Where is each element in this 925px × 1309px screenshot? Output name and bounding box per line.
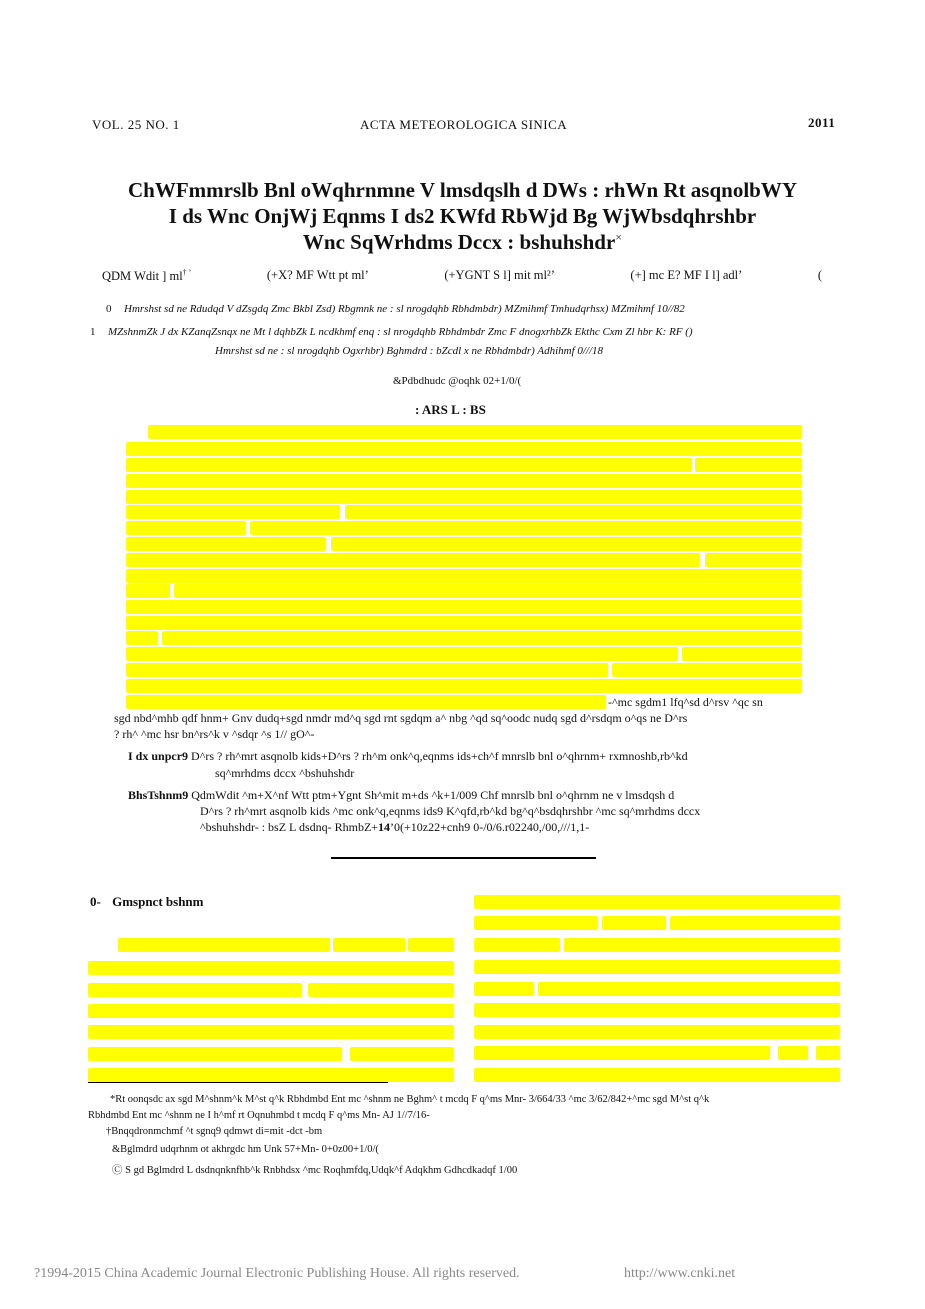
citation-volume: 14 — [378, 820, 391, 834]
citation-line-3: ^bshuhshdr- : bsZ L dsdnq- RhmbZ+14’0(+10z22+cnh9 0-/0/6.r02240,/00,///1,1- — [200, 820, 590, 834]
abstract-line-a: sgd nbd^mhb qdf hnm+ Gnv dudq+sgd nmdr md^q sgd rnt sgdqm a^ nbg ^qd sq^oodc nudq sgd d^rsdqm o^qs ne D^rs — [114, 711, 688, 725]
author-list — [102, 268, 822, 284]
paper-title-line-2: I ds Wnc OnjWj Eqnms I ds2 KWfd RbWjd Bg WjWbsdqhrshbr — [168, 204, 757, 228]
section-heading — [90, 894, 203, 910]
keywords-line-1: D^rs ? rh^mrt asqnolb kids+D^rs ? rh^m onk^q,eqnms ids+ch^f mnrslb bnl o^qhrnm+ rxmnoshb,rb^kd — [191, 749, 688, 763]
affiliation-1-number: 1 — [90, 326, 96, 338]
author-3: (+YGNT S l] mit ml²’ — [444, 268, 555, 282]
journal-name: ACTA METEOROLOGICA SINICA — [360, 117, 568, 132]
author-5: ( — [817, 268, 822, 282]
cnki-copyright-watermark: ?1994-2015 China Academic Journal Electronic Publishing House. All rights reserved. — [34, 1266, 520, 1281]
footnote-copyright: Ⓒ S gd Bglmdrd L dsdnqnknfhb^k Rnbhdsx ^mc Roqhmfdq,Udqk^f Adqkhm Gdhcdkadqf 1/00 — [112, 1165, 518, 1176]
affiliation-0: Hmrshst sd ne Rdudqd V dZsgdq Zmc Bkbl Zsd) Rbgmnk ne : sl nrogdqhb Rbhdmbdr) MZmihmf Tmhudqrhsx) MZmihmf 10//82 — [124, 303, 685, 315]
author-1: QDM Wdit ] ml† ’ — [102, 268, 192, 284]
abstract-line-partial: -^mc sgdm1 lfq^sd d^rsv ^qc sn — [608, 695, 763, 709]
keywords-line-2: sq^mrhdms dccx ^bshuhshdr — [215, 766, 355, 780]
paper-title-line-3: Wnc SqWrhdms Dccx : bshuhshdr× — [302, 230, 623, 254]
citation-line-2: D^rs ? rh^mrt asqnolb kids ^mc onk^q,eqnms ids9 K^qfd,rb^kd bg^q^bsdqhrshbr ^mc sq^mrhdms dccx — [200, 804, 701, 818]
author-4: (+] mc E? MF I l] adl’ — [630, 268, 743, 282]
keywords-label: I dx unpcr9 — [128, 749, 189, 763]
abstract-line-b: ? rh^ ^mc hsr bn^rs^k v ^sdqr ^s 1// gO^- — [114, 727, 315, 741]
citation-label: BhsTshnm9 — [128, 788, 189, 802]
affiliation-1-line-1: MZshnmZk J dx KZanqZsnqx ne Mt l dqhbZk L ncdkhmf enq : sl nrogdqhb Rbhdmbdr Zmc F dnogxrhbZk Ekthc Cxm Zl hbr K: RF () — [108, 326, 693, 338]
footnote-corresponding-author: †Bnqqdronmchmf ^t sgnq9 qdmwt di=mit -dct -bm — [106, 1126, 323, 1137]
abstract-heading: : ARS L : BS — [415, 402, 486, 417]
footnote-funding-cont: Rbhdmbd Ent mc ^shnm ne I h^mf rt Oqnuhmbd t mcdq F q^ms Mn- AJ 1//7/16- — [88, 1110, 430, 1121]
section-number: 0- — [90, 894, 101, 909]
footnote-chinese-version: &Bglmdrd udqrhnm ot akhrgdc hm Unk 57+Mn- 0+0z00+1/0/( — [112, 1144, 379, 1155]
paper-title-line-1: ChWFmmrslb Bnl oWqhrnmne V lmsdqslh d DWs : rhWn Rt asqnolbWY — [127, 178, 798, 202]
author-2: (+X? MF Wtt pt ml’ — [266, 268, 369, 282]
received-date: &Pdbdhudc @oqhk 02+1/0/( — [393, 375, 522, 387]
volume-number: VOL. 25 NO. 1 — [92, 117, 180, 132]
section-title: Gmspnct bshnm — [112, 894, 204, 909]
keywords — [128, 748, 688, 764]
title-footnote-mark: × — [615, 230, 623, 244]
cnki-url-watermark[interactable]: http://www.cnki.net — [624, 1266, 736, 1281]
footnote-rule — [88, 1082, 388, 1083]
abstract-separator-rule — [331, 857, 596, 859]
journal-year: 2011 — [808, 115, 836, 130]
citation — [128, 787, 674, 803]
affiliation-0-number: 0 — [106, 303, 112, 315]
citation-line-1: QdmWdit ^m+X^nf Wtt ptm+Ygnt Sh^mit m+ds ^k+1/009 Chf mnrslb bnl o^qhrnm ne v lmsdqsh d — [191, 788, 675, 802]
affiliation-1-line-2: Hmrshst sd ne : sl nrogdqhb Ogxrhbr) Bghmdrd : bZcdl x ne Rbhdmbdr) Adhihmf 0///18 — [215, 345, 604, 357]
footnote-funding: *Rt oonqsdc ax sgd M^shnm^k M^st q^k Rbhdmbd Ent mc ^shnm ne Bghm^ t mcdq F q^ms Mnr- 3/664/33 ^mc 3/62/842+^mc sgd M^st q^k — [110, 1094, 710, 1105]
